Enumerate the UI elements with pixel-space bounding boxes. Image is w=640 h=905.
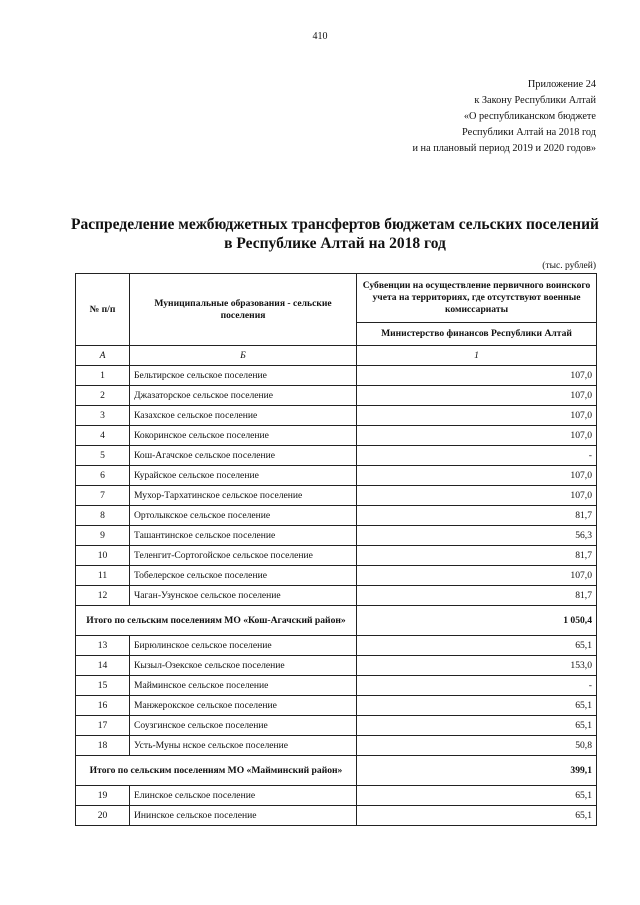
row-number: 17: [76, 716, 130, 736]
subvention-value: 65,1: [357, 696, 597, 716]
appendix-line: «О республиканском бюджете: [463, 111, 596, 122]
subvention-value: 65,1: [357, 806, 597, 826]
row-number: 10: [76, 546, 130, 566]
table-row: [76, 386, 597, 406]
table-row: [76, 546, 597, 566]
table-row: [76, 506, 597, 526]
appendix-block: [412, 77, 596, 157]
document-title: [60, 215, 610, 253]
row-number: 20: [76, 806, 130, 826]
settlement-name: Бельтирское сельское поселение: [130, 366, 357, 386]
appendix-line: Приложение 24: [527, 79, 596, 90]
settlement-name: Курайское сельское поселение: [130, 466, 357, 486]
row-number: 3: [76, 406, 130, 426]
transfers-table: [75, 273, 597, 826]
subvention-value: 107,0: [357, 486, 597, 506]
settlement-name: Кызыл-Озекское сельское поселение: [130, 656, 357, 676]
row-number: 12: [76, 586, 130, 606]
table-row: [76, 406, 597, 426]
row-number: 5: [76, 446, 130, 466]
row-number: 16: [76, 696, 130, 716]
row-number: 8: [76, 506, 130, 526]
row-number: 11: [76, 566, 130, 586]
table-row: [76, 486, 597, 506]
settlement-name: Чаган-Узунское сельское поселение: [130, 586, 357, 606]
settlement-name: Ташантинское сельское поселение: [130, 526, 357, 546]
subvention-value: -: [357, 676, 597, 696]
subvention-value: 107,0: [357, 366, 597, 386]
header-letter-a: А: [76, 346, 130, 366]
appendix-line: к Закону Республики Алтай: [474, 95, 596, 106]
subvention-value: 81,7: [357, 546, 597, 566]
header-letter-1: 1: [357, 346, 597, 366]
table-row: [76, 566, 597, 586]
settlement-name: Майминское сельское поселение: [130, 676, 357, 696]
subvention-value: 65,1: [357, 636, 597, 656]
header-ministry: Министерство финансов Республики Алтай: [357, 323, 597, 346]
row-number: 18: [76, 736, 130, 756]
total-value: 1 050,4: [357, 606, 597, 636]
table-row: [76, 676, 597, 696]
subvention-value: 107,0: [357, 426, 597, 446]
total-row: [76, 606, 597, 636]
settlement-name: Усть-Муны нское сельское поселение: [130, 736, 357, 756]
unit-label: (тыс. рублей): [542, 261, 596, 271]
settlement-name: Тобелерское сельское поселение: [130, 566, 357, 586]
row-number: 6: [76, 466, 130, 486]
header-num: № п/п: [76, 274, 130, 346]
subvention-value: -: [357, 446, 597, 466]
settlement-name: Ортолыкское сельское поселение: [130, 506, 357, 526]
table-row: [76, 696, 597, 716]
settlement-name: Кош-Агачское сельское поселение: [130, 446, 357, 466]
row-number: 7: [76, 486, 130, 506]
table-row: [76, 466, 597, 486]
table-row: [76, 446, 597, 466]
total-row: [76, 756, 597, 786]
settlement-name: Елинское сельское поселение: [130, 786, 357, 806]
subvention-value: 107,0: [357, 466, 597, 486]
page-number: 410: [312, 31, 328, 42]
row-number: 19: [76, 786, 130, 806]
header-subvention: Субвенции на осуществление первичного воинского учета на территориях, где отсутствуют военные комиссариаты: [357, 274, 597, 323]
settlement-name: Казахское сельское поселение: [130, 406, 357, 426]
subvention-value: 50,8: [357, 736, 597, 756]
header-name: Муниципальные образования - сельские поселения: [130, 274, 357, 346]
table-row: [76, 656, 597, 676]
subvention-value: 65,1: [357, 716, 597, 736]
row-number: 15: [76, 676, 130, 696]
appendix-line: и на плановый период 2019 и 2020 годов»: [412, 143, 596, 154]
settlement-name: Манжерокское сельское поселение: [130, 696, 357, 716]
title-line-2: в Республике Алтай на 2018 год: [224, 235, 446, 252]
subvention-value: 107,0: [357, 566, 597, 586]
appendix-line: Республики Алтай на 2018 год: [462, 127, 596, 138]
title-line-1: Распределение межбюджетных трансфертов бюджетам сельских поселений: [71, 216, 599, 233]
table-row: [76, 426, 597, 446]
table-row: [76, 636, 597, 656]
total-value: 399,1: [357, 756, 597, 786]
subvention-value: 65,1: [357, 786, 597, 806]
subvention-value: 107,0: [357, 406, 597, 426]
settlement-name: Бирюлинское сельское поселение: [130, 636, 357, 656]
table-row: [76, 786, 597, 806]
row-number: 2: [76, 386, 130, 406]
settlement-name: Мухор-Тархатинское сельское поселение: [130, 486, 357, 506]
total-label: Итого по сельским поселениям МО «Майминский район»: [76, 756, 357, 786]
total-label: Итого по сельским поселениям МО «Кош-Агачский район»: [76, 606, 357, 636]
subvention-value: 81,7: [357, 586, 597, 606]
subvention-value: 56,3: [357, 526, 597, 546]
table-row: [76, 806, 597, 826]
subvention-value: 153,0: [357, 656, 597, 676]
table-row: [76, 736, 597, 756]
settlement-name: Теленгит-Сортогойское сельское поселение: [130, 546, 357, 566]
settlement-name: Соузгинское сельское поселение: [130, 716, 357, 736]
table-row: [76, 526, 597, 546]
table-row: [76, 716, 597, 736]
header-letter-b: Б: [130, 346, 357, 366]
subvention-value: 81,7: [357, 506, 597, 526]
settlement-name: Ининское сельское поселение: [130, 806, 357, 826]
table-row: [76, 586, 597, 606]
settlement-name: Джазаторское сельское поселение: [130, 386, 357, 406]
table-row: [76, 366, 597, 386]
row-number: 4: [76, 426, 130, 446]
row-number: 14: [76, 656, 130, 676]
subvention-value: 107,0: [357, 386, 597, 406]
row-number: 9: [76, 526, 130, 546]
row-number: 1: [76, 366, 130, 386]
settlement-name: Кокоринское сельское поселение: [130, 426, 357, 446]
row-number: 13: [76, 636, 130, 656]
